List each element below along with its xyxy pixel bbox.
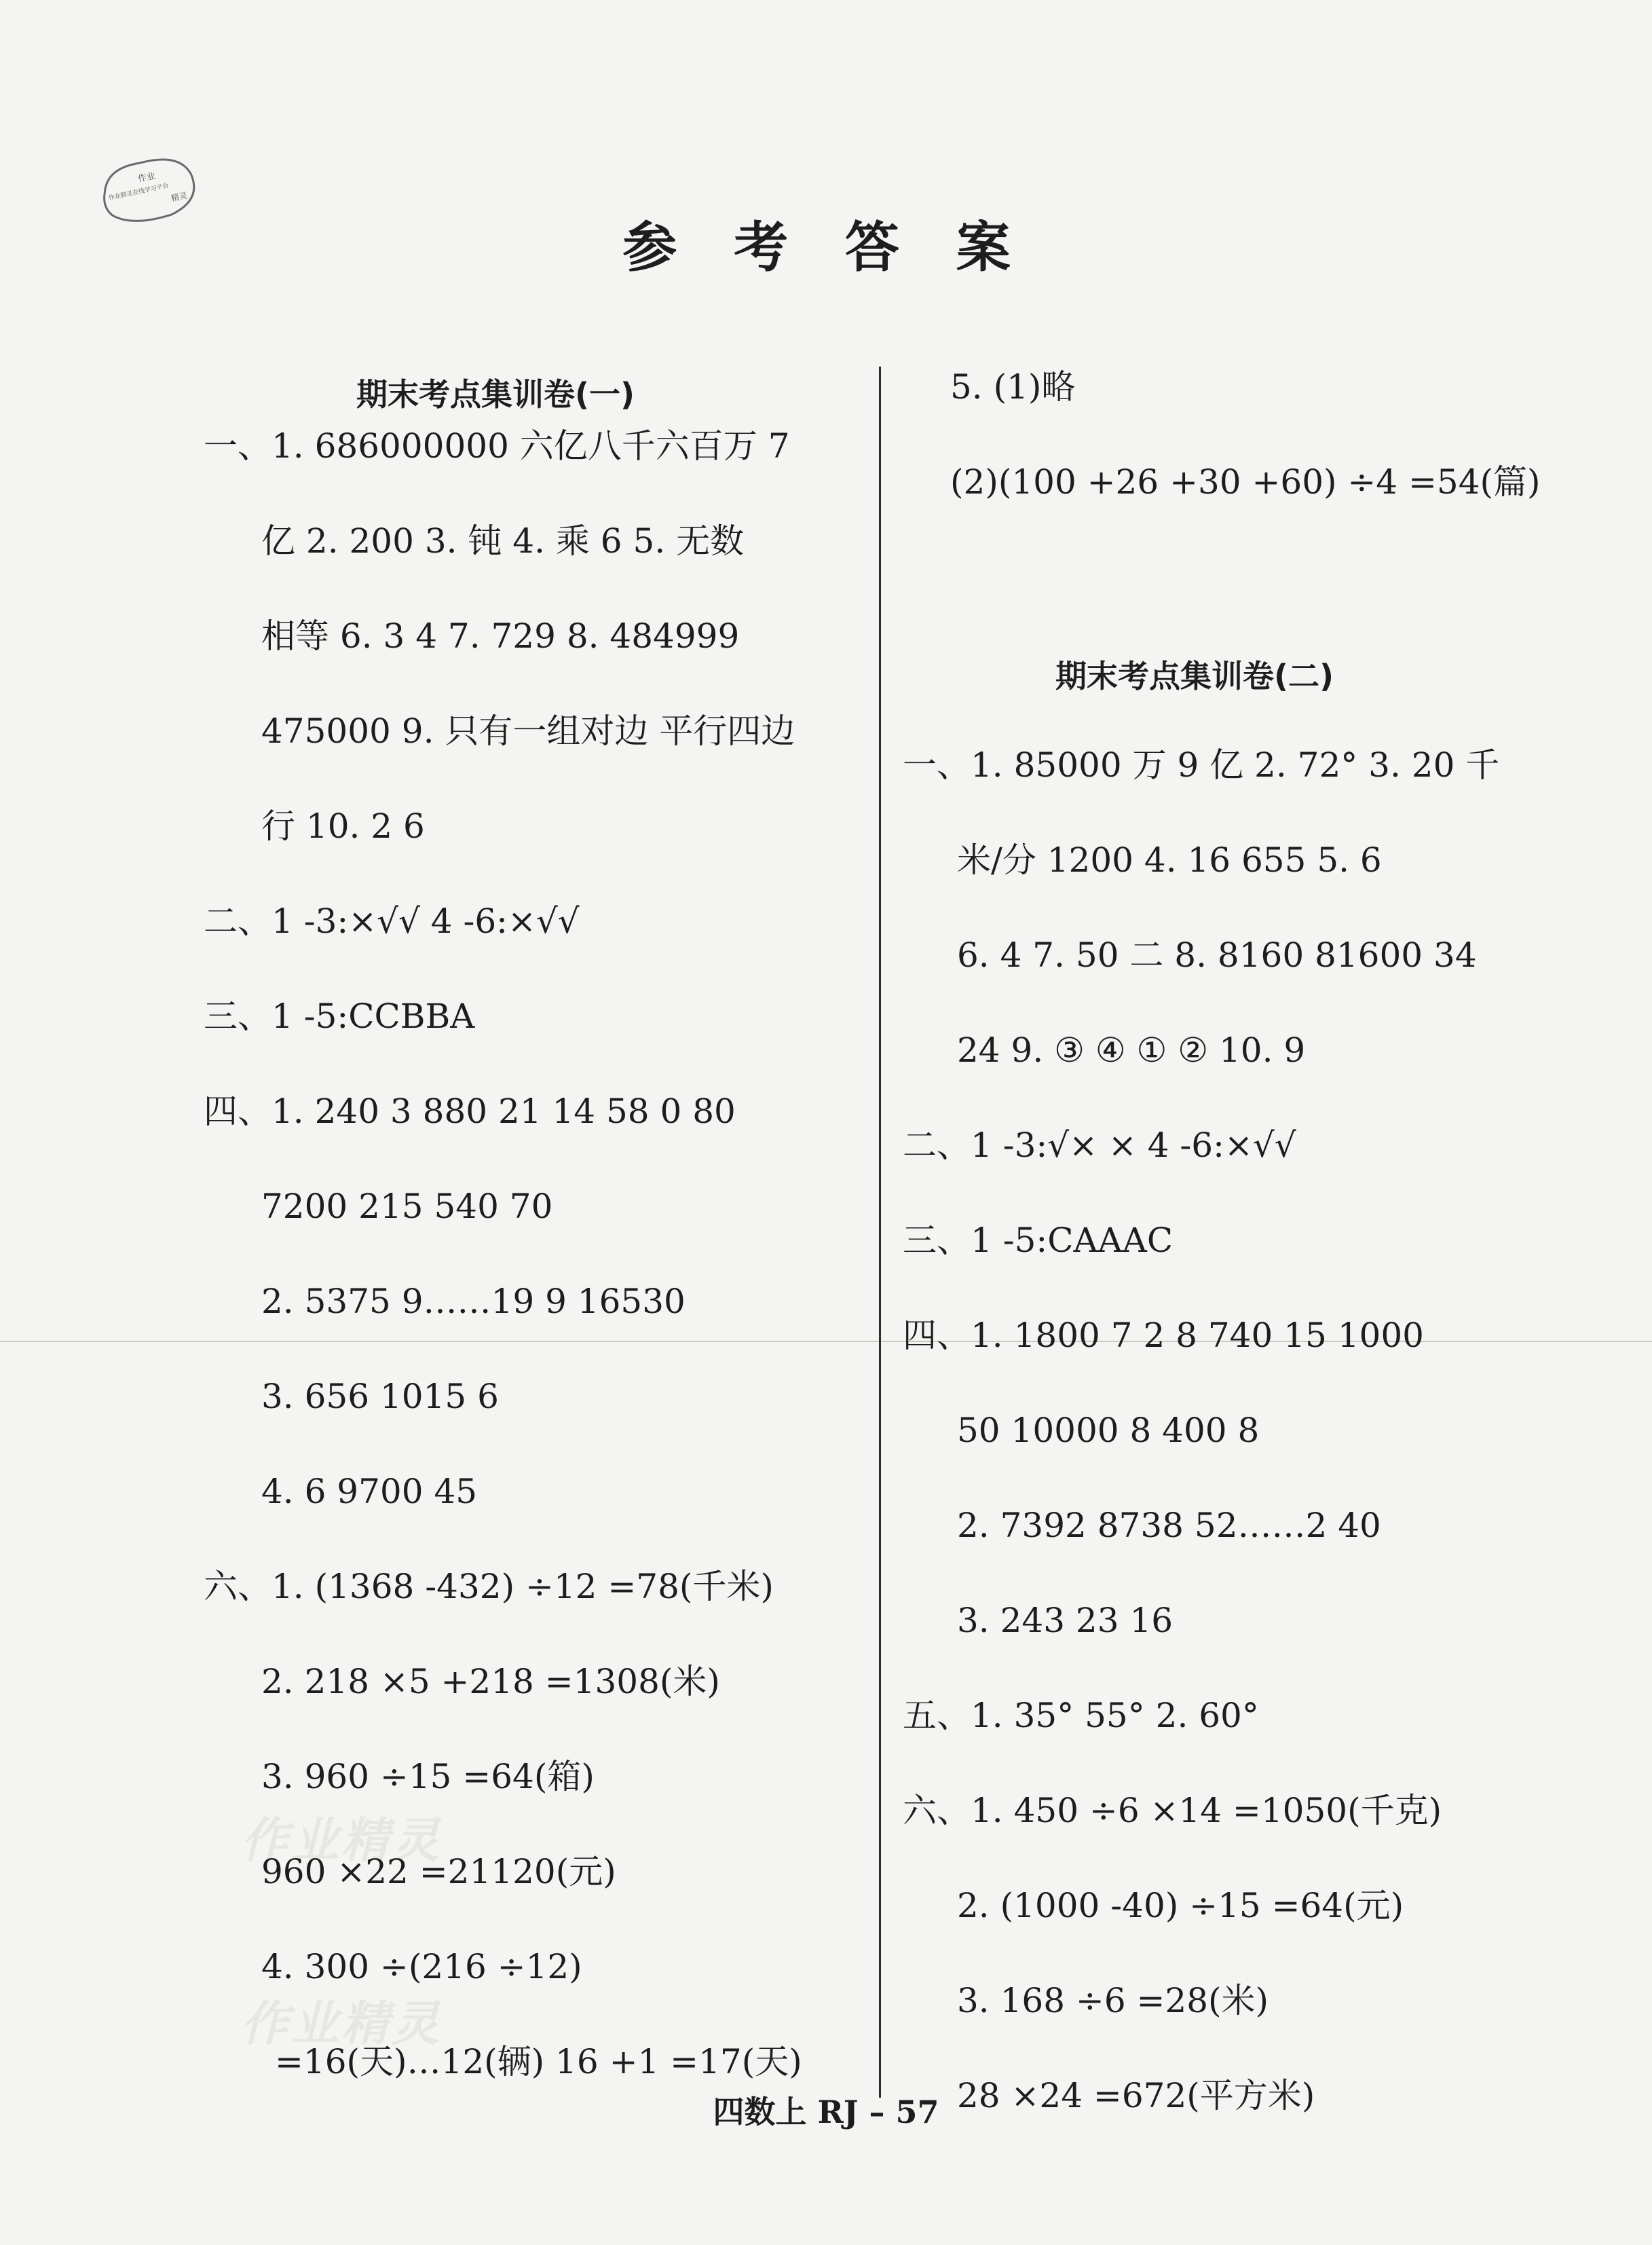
watermark: 作业精灵 [241, 1995, 442, 2052]
answer-line: 一、1. 686000000 六亿八千六百万 7 [204, 426, 790, 466]
answer-line: (2)(100 +26 +30 +60) ÷4 =54(篇) [950, 462, 1541, 502]
answer-line: 六、1. 450 ÷6 ×14 =1050(千克) [903, 1791, 1442, 1830]
section-heading: 期末考点集训卷(一) [356, 376, 635, 413]
answer-line: 7200 215 540 70 [261, 1187, 553, 1226]
answer-line: 亿 2. 200 3. 钝 4. 乘 6 5. 无数 [261, 521, 745, 561]
column-divider [879, 367, 881, 2098]
page-footer: 四数上 RJ – 57 [713, 2094, 939, 2130]
answer-line: 2. (1000 -40) ÷15 =64(元) [957, 1886, 1404, 1925]
answer-line: 行 10. 2 6 [261, 806, 425, 846]
answer-line: 24 9. ③ ④ ① ② 10. 9 [957, 1031, 1306, 1070]
answer-line: 5. (1)略 [950, 367, 1076, 407]
answer-line: 3. 168 ÷6 =28(米) [957, 1981, 1269, 2020]
answer-line: 米/分 1200 4. 16 655 5. 6 [957, 840, 1382, 880]
answer-line: 2. 5375 9……19 9 16530 [261, 1282, 686, 1321]
answer-line: 4. 6 9700 45 [261, 1472, 478, 1511]
section-heading: 期末考点集训卷(二) [1055, 658, 1334, 694]
answer-line: 3. 960 ÷15 =64(箱) [261, 1757, 595, 1796]
answer-line: 二、1 -3:√× × 4 -6:×√√ [903, 1126, 1296, 1165]
answer-line: 28 ×24 =672(平方米) [957, 2076, 1315, 2115]
answer-line: 相等 6. 3 4 7. 729 8. 484999 [261, 616, 740, 656]
answer-line: 2. 218 ×5 +218 =1308(米) [261, 1662, 720, 1701]
answer-line: 五、1. 35° 55° 2. 60° [903, 1696, 1259, 1735]
answer-line: 50 10000 8 400 8 [957, 1411, 1260, 1450]
answer-line: 三、1 -5:CCBBA [204, 997, 475, 1036]
answer-line: 四、1. 240 3 880 21 14 58 0 80 [204, 1092, 736, 1131]
answer-line: 六、1. (1368 -432) ÷12 =78(千米) [204, 1567, 774, 1606]
stamp-text-1: 作业 [136, 170, 157, 185]
stamp-text-2: 作业精灵在线学习平台 [108, 183, 170, 202]
answer-line: 3. 656 1015 6 [261, 1377, 499, 1416]
watermark: 作业精灵 [241, 1812, 442, 1868]
answer-line: 2. 7392 8738 52……2 40 [957, 1506, 1381, 1545]
answer-line: 三、1 -5:CAAAC [903, 1221, 1174, 1260]
answer-line: 二、1 -3:×√√ 4 -6:×√√ [204, 902, 580, 941]
answer-line: 960 ×22 =21120(元) [261, 1852, 616, 1891]
stamp-text-3: 精灵 [170, 190, 189, 204]
answer-line: 6. 4 7. 50 二 8. 8160 81600 34 [957, 935, 1477, 975]
answer-line: 475000 9. 只有一组对边 平行四边 [261, 711, 795, 751]
answer-line: 3. 243 23 16 [957, 1601, 1174, 1640]
page-title: 参 考 答 案 [622, 216, 1030, 279]
answer-line: 一、1. 85000 万 9 亿 2. 72° 3. 20 千 [903, 745, 1500, 785]
answer-line: 4. 300 ÷(216 ÷12) [261, 1947, 582, 1986]
answer-line: 四、1. 1800 7 2 8 740 15 1000 [903, 1316, 1424, 1355]
answer-line: =16(天)…12(辆) 16 +1 =17(天) [275, 2042, 802, 2081]
